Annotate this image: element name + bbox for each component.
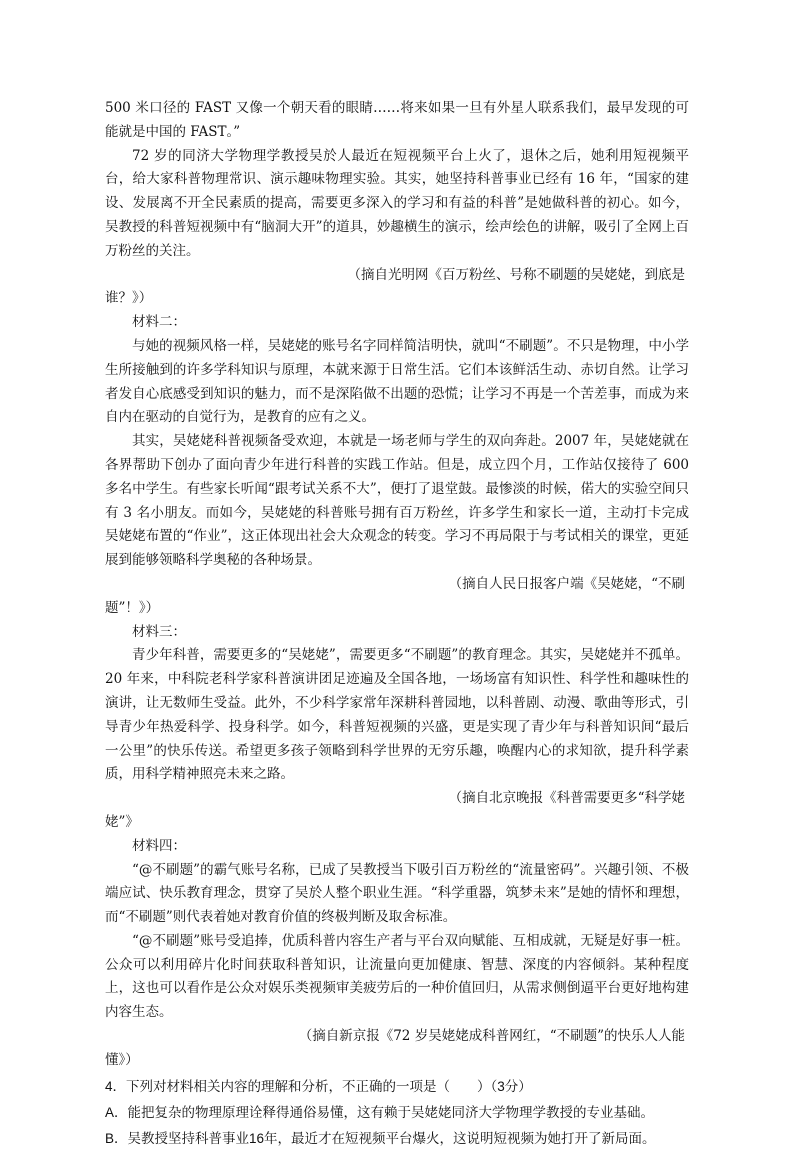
question-option-a: A．能把复杂的物理原理诠释得通俗易懂，这有赖于吴姥姥同济大学物理学教授的专业基础。 [105,1104,655,1120]
source-citation-2: （摘自人民日报客户端《吴姥姥，“不刷 [448,575,685,592]
paragraph-two-way: 其实，吴姥姥科普视频备受欢迎，本就是一场老师与学生的双向奔赴。2007 年，吴姥姥就在各界帮助下创办了面向青少年进行科普的实践工作站。但是，成立四个月，工作站仅接待了 600 多名中学生。有些家长听闻“跟考试关系不大”，便打了退堂鼓。最惨淡的时候，偌大的实验空间只有 3 名小朋友。而如今，吴姥姥的科普账号拥有百万粉丝，许多学生和家长一道，主动打卡完成吴姥姥布置的“作业”，这正体现出社会大众观念的转变。学习不再局限于与考试相关的课堂，更延展到能够领略科学奥秘的各种场景。 [105,433,689,569]
paragraph-account-name: 与她的视频风格一样，吴姥姥的账号名字同样简洁明快，就叫“不刷题”。不只是物理，中小学生所接触到的许多学科知识与原理，本就来源于日常生活。它们本该鲜活生动、赤切自然。让学习者发自心底感受到知识的魅力，而不是深陷做不出题的恐慌；让学习不再是一个苦差事，而成为来自内在驱动的自觉行为，是教育的应有之义。 [105,337,689,426]
source-citation-3-end: 姥”》 [105,813,139,830]
material-4-label: 材料四： [132,837,186,854]
paragraph-youth-science: 青少年科普，需要更多的“吴姥姥”，需要更多“不刷题”的教育理念。其实，吴姥姥并不孤单。20 年来，中科院老科学家科普演讲团足迹遍及全国各地，一场场富有知识性、科学性和趣味性的演讲，让无数师生受益。此外，不少科学家常年深耕科普园地，以科普剧、动漫、歌曲等形式，引导青少年热爱科学、投身科学。如今，科普短视频的兴盛，更是实现了青少年与科普知识间“最后一公里”的快乐传送。希望更多孩子领略到科学世界的无穷乐趣，唤醒内心的求知欲，提升科学素质，用科学精神照亮未来之路。 [105,647,689,783]
question-stem: 4．下列对材料相关内容的理解和分析，不正确的一项是（ ）（3分） [105,1078,532,1094]
document-page [105,97,689,1151]
paragraph-traffic-code: “@不刷题”的霸气账号名称，已成了吴教授当下吸引百万粉丝的“流量密码”。兴趣引领、不极端应试、快乐教育理念，贯穿了吴於人整个职业生涯。“科学重器，筑梦未来”是她的情怀和理想，而“不刷题”则代表着她对教育价值的终极判断及取舍标准。 [105,861,689,926]
source-citation-1-end: 谁？》） [105,290,153,307]
source-citation-4: （摘自新京报《72 岁吴姥姥成科普网红，“不刷题”的快乐人人能 [298,1028,685,1045]
paragraph-two-way-empowerment: “@不刷题”账号受追捧，优质科普内容生产者与平台双向赋能、互相成就，无疑是好事一桩。公众可以利用碎片化时间获取科普知识，让流量向更加健康、智慧、深度的内容倾斜。某种程度上，这也可以看作是公众对娱乐类视频审美疲劳后的一种价值回归，从需求侧倒逼平台更好地构建内容生态。 [105,932,689,1021]
source-citation-2-end: 题”！》） [105,599,160,616]
source-citation-3: （摘自北京晚报《科普需要更多“科学姥 [448,790,685,807]
material-3-label: 材料三： [132,623,186,640]
question-option-b: B．吴教授坚持科普事业16年，最近才在短视频平台爆火，这说明短视频为她打开了新局面。 [105,1130,656,1146]
paragraph-fast: 500 米口径的 FAST 又像一个朝天看的眼睛……将来如果一旦有外星人联系我们，最早发现的可能就是中国的 FAST。” [105,100,689,140]
material-2-label: 材料二： [132,314,186,331]
source-citation-4-end: 懂》） [105,1051,139,1068]
paragraph-wu-yuren-intro: 72 岁的同济大学物理学教授吴於人最近在短视频平台上火了，退休之后，她利用短视频平台，给大家科普物理常识、演示趣味物理实验。其实，她坚持科普事业已经有 16 年，“国家的建设、发展离不开全民素质的提高，需要更多深入的学习和有益的科普”是她做科普的初心。如今，吴教授的科普短视频中有“脑洞大开”的道具，妙趣横生的演示，绘声绘色的讲解，吸引了全网上百万粉丝的关注。 [105,147,689,259]
source-citation-1: （摘自光明网《百万粉丝、号称不刷题的吴姥姥，到底是 [347,266,685,283]
